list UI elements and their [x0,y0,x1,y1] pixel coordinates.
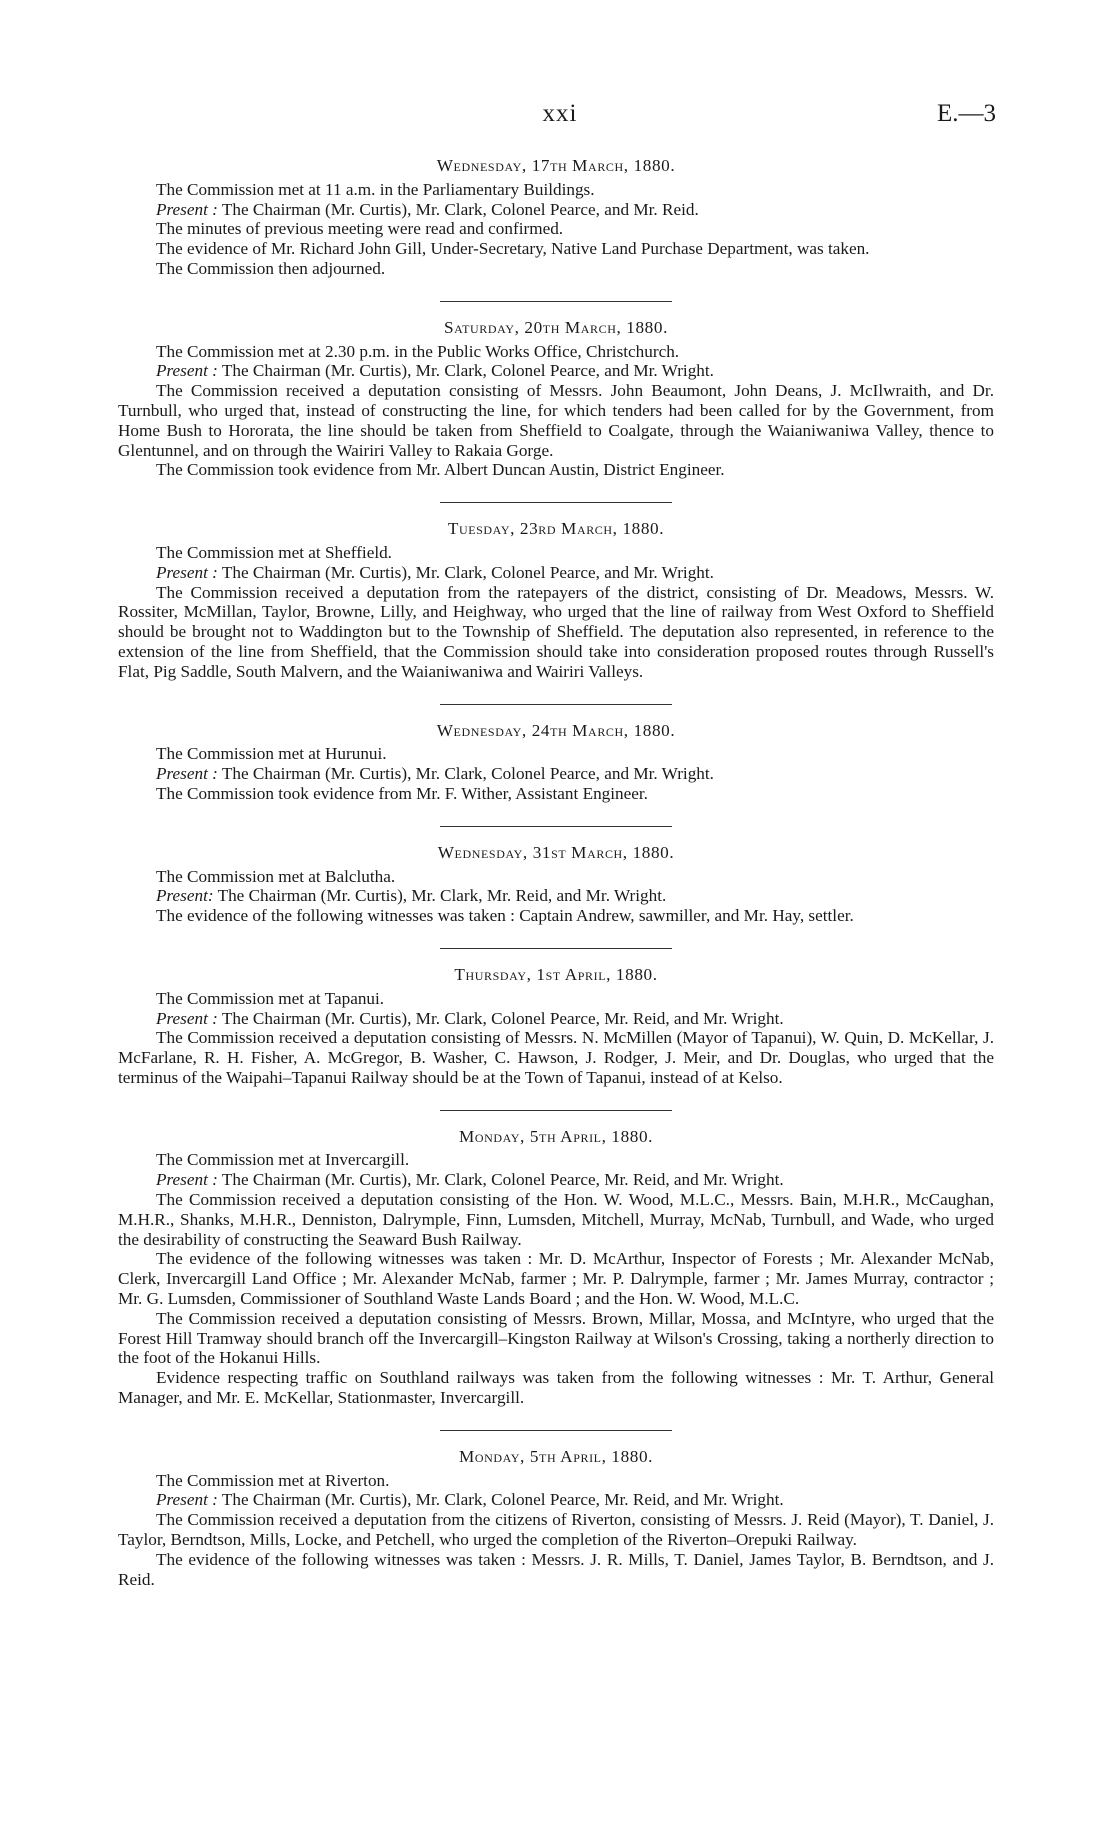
entry-paragraph: The Commission met at Balclutha. [156,866,396,886]
entry-paragraph: The Commission received a deputation consisting of Messrs. John Beaumont, John Deans, J. McIlwraith, and Dr. Turnbull, who urged that, instead of constructing the line, for which tenders had been called for by the Government, from Home Bush to Hororata, the line should be taken from Sheffield to Coalgate, through the Waianiwaniwa Valley, thence to Glentunnel, and on through the Wairiri Valley to Rakaia Gorge. [118,381,994,460]
section-divider [440,826,672,827]
entry-section [118,843,994,926]
entry-date: Wednesday, 17th March, 1880. [436,156,676,175]
present-label: Present : [156,1170,218,1190]
document-reference: E.—3 [936,100,996,127]
entry-paragraph: The Commission met at 11 a.m. in the Parliamentary Buildings. [156,179,595,199]
entry-section [118,1447,994,1590]
entry-date: Saturday, 20th March, 1880. [444,317,668,337]
entry-paragraph [118,1009,994,1029]
present-text: The Chairman (Mr. Curtis), Mr. Clark, Colonel Pearce, and Mr. Reid. [217,199,699,219]
section-divider [440,948,672,949]
minutes-body [118,156,994,1589]
entry-paragraph: The Commission met at Hurunui. [156,744,387,764]
entry-section [118,318,994,480]
entry-date: Wednesday, 31st March, 1880. [437,842,675,862]
entry-paragraph [118,886,994,906]
present-text: The Chairman (Mr. Curtis), Mr. Clark, Mr. Reid, and Mr. Wright. [213,886,667,906]
entry-date: Thursday, 1st April, 1880. [454,964,658,984]
entry-date: Monday, 5th April, 1880. [458,1446,654,1466]
entry-date: Tuesday, 23rd March, 1880. [447,519,665,539]
present-label: Present : [156,764,218,784]
entry-paragraph: The Commission took evidence from Mr. Albert Duncan Austin, District Engineer. [156,460,725,480]
page-number: xxi [542,100,578,127]
present-label: Present : [156,199,218,219]
entry-paragraph [118,200,994,220]
entry-paragraph: The Commission received a deputation consisting of Messrs. N. McMillen (Mayor of Tapanui), W. Quin, D. McKellar, J. McFarlane, R. H. Fisher, A. McGregor, B. Washer, C. Hawson, J. Rodger, J. Meir, and Dr. Douglas, who urged that the terminus of the Waipahi–Tapanui Railway should be at the Town of Tapanui, instead of at Kelso. [118,1028,994,1087]
entry-paragraph [118,764,994,784]
present-label: Present: [156,886,214,906]
section-divider [440,1430,672,1431]
section-divider [440,301,672,302]
entry-paragraph: The Commission received a deputation from the citizens of Riverton, consisting of Messrs. J. Reid (Mayor), T. Daniel, J. Taylor, Berndtson, Mills, Locke, and Petchell, who urged the completion of the Riverton–Orepuki Railway. [118,1510,994,1550]
present-label: Present : [156,562,218,582]
entry-paragraph: The evidence of the following witnesses was taken : Captain Andrew, sawmiller, and Mr. Hay, settler. [156,906,854,926]
present-text: The Chairman (Mr. Curtis), Mr. Clark, Colonel Pearce, Mr. Reid, and Mr. Wright. [217,1490,784,1510]
entry-paragraph: The Commission met at 2.30 p.m. in the Public Works Office, Christchurch. [156,341,680,361]
present-text: The Chairman (Mr. Curtis), Mr. Clark, Colonel Pearce, Mr. Reid, and Mr. Wright. [217,1170,784,1190]
entry-section [118,519,994,681]
entry-paragraph: The minutes of previous meeting were read and confirmed. [156,219,564,239]
entry-paragraph: The Commission met at Sheffield. [156,542,392,562]
present-label: Present : [156,1008,218,1028]
entry-paragraph: The Commission met at Tapanui. [156,988,385,1008]
entry-paragraph [118,563,994,583]
section-divider [440,704,672,705]
entry-paragraph: The Commission received a deputation from the ratepayers of the district, consisting of Dr. Meadows, Messrs. W. Rossiter, McMillan, Taylor, Browne, Lilly, and Heighway, who urged that the line of railway from West Oxford to Sheffield should be brought not to Waddington but to the Township of Sheffield. The deputation also represented, in reference to the extension of the line from Sheffield, that the Commission should take into consideration proposed routes through Russell's Flat, Pig Saddle, South Malvern, and the Waianiwaniwa and Wairiri Valleys. [118,582,994,681]
entry-paragraph [118,1490,994,1510]
section-divider [440,502,672,503]
entry-paragraph: The evidence of Mr. Richard John Gill, Under-Secretary, Native Land Purchase Department, was taken. [156,239,870,259]
entry-date: Monday, 5th April, 1880. [458,1126,654,1146]
entry-section [118,721,994,804]
entry-paragraph: The Commission met at Invercargill. [156,1150,410,1170]
entry-date: Wednesday, 24th March, 1880. [436,720,676,740]
present-text: The Chairman (Mr. Curtis), Mr. Clark, Colonel Pearce, Mr. Reid, and Mr. Wright. [217,1008,784,1028]
entry-paragraph: The Commission took evidence from Mr. F. Wither, Assistant Engineer. [156,783,648,803]
entry-section [118,156,994,279]
entry-paragraph [118,1170,994,1190]
entry-paragraph: Evidence respecting traffic on Southland railways was taken from the following witnesses : Mr. T. Arthur, General Manager, and Mr. E. McKellar, Stationmaster, Invercargill. [118,1368,994,1408]
entry-paragraph: The Commission then adjourned. [156,258,386,278]
present-text: The Chairman (Mr. Curtis), Mr. Clark, Colonel Pearce, and Mr. Wright. [217,361,714,381]
present-text: The Chairman (Mr. Curtis), Mr. Clark, Colonel Pearce, and Mr. Wright. [217,562,714,582]
entry-paragraph: The Commission met at Riverton. [156,1470,390,1490]
present-label: Present : [156,1490,218,1510]
present-text: The Chairman (Mr. Curtis), Mr. Clark, Colonel Pearce, and Mr. Wright. [217,764,714,784]
entry-paragraph: The evidence of the following witnesses was taken : Messrs. J. R. Mills, T. Daniel, James Taylor, B. Berndtson, and J. Reid. [118,1549,994,1589]
entry-paragraph: The evidence of the following witnesses was taken : Mr. D. McArthur, Inspector of Forests ; Mr. Alexander McNab, Clerk, Invercargill Land Office ; Mr. Alexander McNab, farmer ; Mr. P. Dalrymple, farmer ; Mr. James Murray, contractor ; Mr. G. Lumsden, Commissioner of Southland Waste Lands Board ; and the Hon. W. Wood, M.L.C. [118,1249,994,1309]
entry-paragraph [118,361,994,381]
entry-paragraph: The Commission received a deputation consisting of the Hon. W. Wood, M.L.C., Messrs. Bain, M.H.R., McCaughan, M.H.R., Shanks, M.H.R., Denniston, Dalrymple, Finn, Lumsden, Mitchell, Murray, McNab, Turnbull, and Wade, who urged the desirability of constructing the Seaward Bush Railway. [118,1190,994,1249]
entry-section [118,965,994,1088]
present-label: Present : [156,361,218,381]
entry-paragraph: The Commission received a deputation consisting of Messrs. Brown, Millar, Mossa, and McIntyre, who urged that the Forest Hill Tramway should branch off the Invercargill–Kingston Railway at Wilson's Crossing, taking a northerly direction to the foot of the Hokanui Hills. [118,1308,994,1368]
section-divider [440,1110,672,1111]
entry-section [118,1127,994,1408]
